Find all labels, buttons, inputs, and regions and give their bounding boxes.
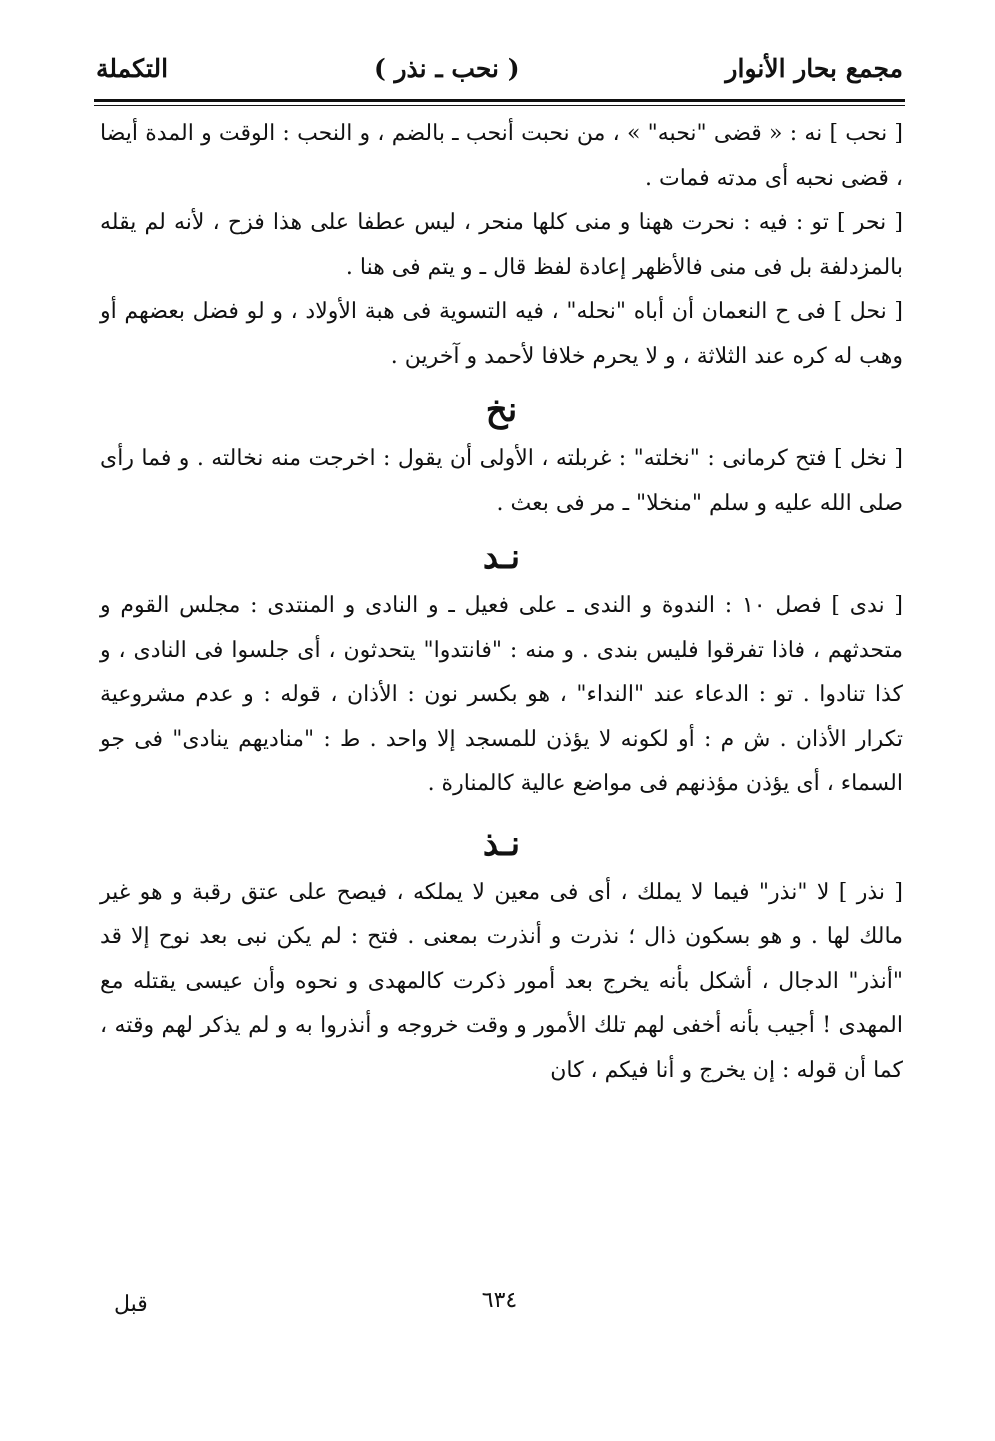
section-heading-nadh: نـذ bbox=[482, 823, 521, 864]
entry-nada: [ ندى ] فصل ١٠ : الندوة و الندى ـ على فعيل ـ و النادى و المنتدى : مجلس القوم و متحدثهم ، فاذا تفرقوا فليس بندى . و منه : "فانتدوا" يتحدثون ، أى جلسوا فى النادى ، و كذا تنادوا . تو : الدعاء عند "النداء" ، هو بكسر نون : الأذان ، قوله : و عدم مشروعية تكرار الأذان . ش م : أو لكونه لا يؤذن للمسجد إلا واحد . ط : "مناديهم ينادى" فى جو السماء ، أى يؤذن مؤذنهم فى مواضع عالية كالمنارة . bbox=[100, 593, 903, 796]
entry-nahr: [ نحر ] تو : فيه : نحرت ههنا و منى كلها منحر ، ليس عطفا على هذا فزح ، لأنه لم يقله بالمزدلفة بل فى منى فالأظهر إعادة لفظ قال ـ و يتم فى هنا . bbox=[100, 210, 903, 280]
entry-nakhl: [ نخل ] فتح كرمانى : "نخلته" : غربلته ، الأولى أن يقول : اخرجت منه نخالته . و فما رأى صلى الله عليه و سلم "منخلا" ـ مر فى بعث . bbox=[100, 446, 903, 516]
page-footer bbox=[96, 1288, 903, 1328]
page-body bbox=[100, 112, 903, 1093]
spacer bbox=[100, 807, 903, 813]
section-heading-nad: نـد bbox=[482, 537, 521, 577]
page-number: ٦٣٤ bbox=[481, 1288, 518, 1313]
entry-range: ( نحب ـ نذر ) bbox=[373, 53, 520, 83]
book-title: مجمع بحار الأنوار bbox=[725, 53, 903, 83]
entry-nahb: [ نحب ] نه : « قضى "نحبه" » ، من نحبت أنحب ـ بالضم ، و النحب : الوقت و المدة أيضا ، قضى نحبه أى مدته فمات . bbox=[100, 121, 903, 191]
part-title: التكملة bbox=[96, 53, 169, 83]
running-header bbox=[96, 46, 903, 90]
header-rule bbox=[94, 99, 905, 106]
catchword: قبل bbox=[114, 1292, 148, 1317]
section-heading-nakh: نخ bbox=[485, 390, 518, 430]
entry-nahl: [ نحل ] فى ح النعمان أن أباه "نحله" ، فيه التسوية فى هبة الأولاد ، و لو فضل بعضهم أو وهب له كره عند الثلاثة ، و لا يحرم خلافا لأحمد و آخرين . bbox=[100, 299, 903, 369]
entry-nadhr: [ نذر ] لا "نذر" فيما لا يملك ، أى فى معين لا يملكه ، فيصح على عتق رقبة و هو غير مالك لها . و هو بسكون ذال ؛ نذرت و أنذرت بمعنى . فتح : لم يكن نبى بعد نوح إلا قد "أنذر" الدجال ، أشكل بأنه يخرج بعد أمور ذكرت كالمهدى و نحوه وأن عيسى يقتله مع المهدى ! أجيب بأنه أخفى لهم تلك الأمور و وقت خروجه و أنذروا به و لم يذكر لهم وقته ، كما أن قوله : إن يخرج و أنا فيكم ، كان bbox=[100, 879, 903, 1083]
